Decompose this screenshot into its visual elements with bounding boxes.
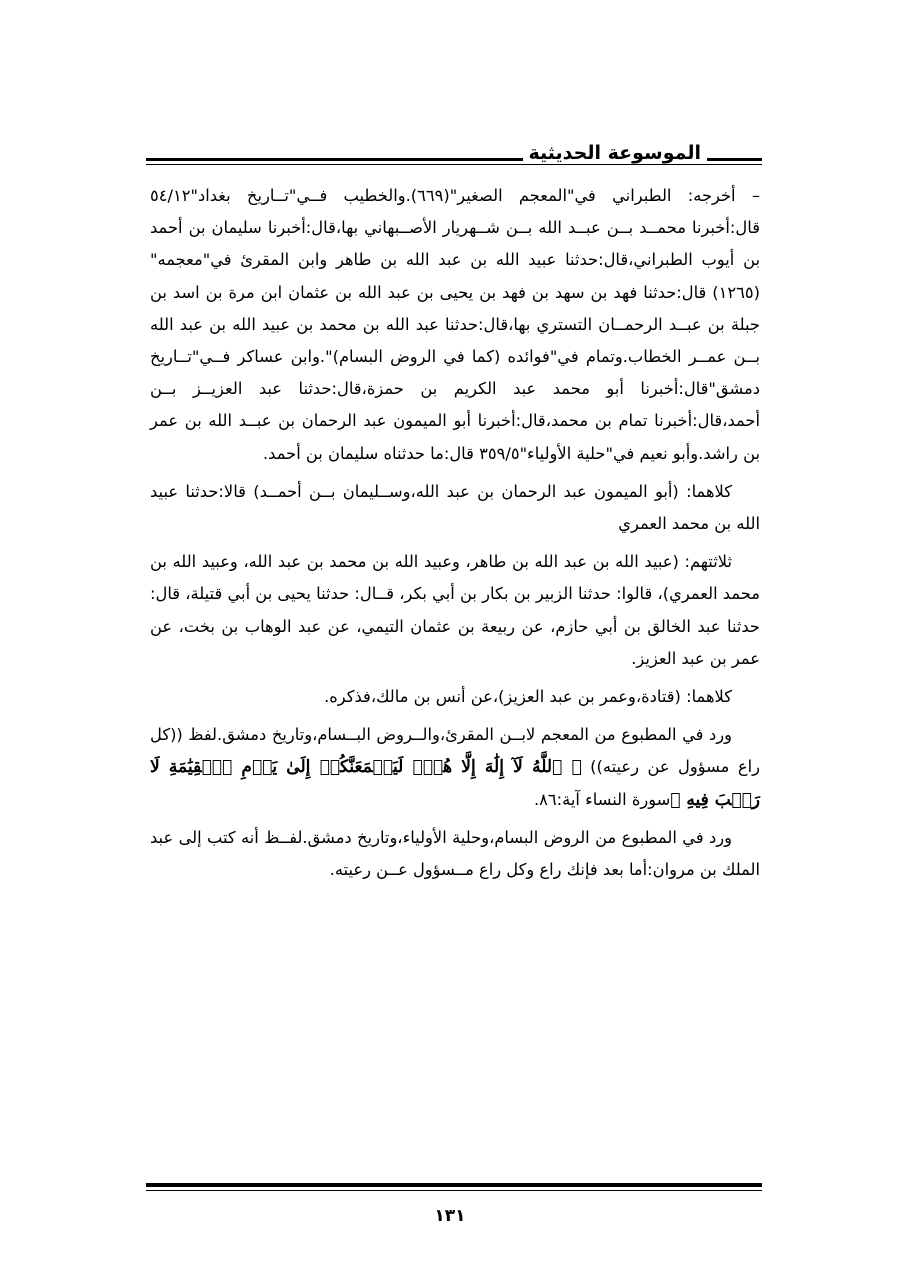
header-title: الموسوعة الحديثية <box>523 142 708 164</box>
paragraph-2: كلاهما: (أبو الميمون عبد الرحمان بن عبد الله،وســليمان بــن أحمــد) قالا:حدثنا عبيد الله بن محمد العمري <box>150 481 760 534</box>
footer-rule-thin <box>146 1190 762 1191</box>
page-number: ١٣١ <box>434 1206 466 1226</box>
paragraph-5 <box>150 719 760 816</box>
footer-rule-thick <box>146 1183 762 1187</box>
paragraph-5-text: ورد في المطبوع من المعجم لابــن المقرئ،والــروض البــسام،وتاريخ دمشق.لفظ ((كل راع مسؤول عن رعيته)) <box>150 725 760 777</box>
paragraph-6: ورد في المطبوع من الروض البسام،وحلية الأولياء،وتاريخ دمشق.لفــظ أنه كتب إلى عبد الملك بن مروان:أما بعد فإنك راع وكل راع مــسؤول عــن رعيته. <box>150 827 760 880</box>
paragraph-4: كلاهما: (قتادة،وعمر بن عبد العزيز)،عن أنس بن مالك،فذكره. <box>324 687 732 707</box>
running-header <box>146 140 762 176</box>
header-rule-thin <box>146 164 762 165</box>
paragraph-3: ثلاثتهم: (عبيد الله بن عبد الله بن طاهر، وعبيد الله بن محمد بن عبد الله، وعبيد الله بن محمد العمري)، قالوا: حدثنا الزبير بن بكار بن أبي بكر، قــال: حدثنا يحيى بن أبي قتيلة، قال: حدثنا عبد الخالق بن أبي حازم، عن ربيعة بن عثمان التيمي، عن عبد الوهاب بن بخت، عن عمر بن عبد العزيز. <box>150 552 760 668</box>
paragraph-1: – أخرجه: الطبراني في"المعجم الصغير"(٦٦٩).والخطيب فــي"تــاريخ بغداد"٥٤/١٢ قال:أخبرنا محمــد بــن عبــد الله بــن شــهريار الأصــبهاني بها،قال:أخبرنا سليمان بن أحمد بن أيوب الطبراني،قال:حدثنا عبيد الله بن عبد الله بن طاهر وابن المقرئ في"معجمه"(١٢٦٥) قال:حدثنا فهد بن سهد بن فهد بن يحيى بن عبد الله بن عثمان ابن مرة بن اسد بن جبلة بن عبــد الرحمــان التستري بها،قال:حدثنا عبد الله بن محمد بن عبيد الله بن عبد الله بــن عمــر الخطاب.وتمام في"فوائده (كما في الروض البسام)".وابن عساكر فــي"تــاريخ دمشق"قال:أخبرنا أبو محمد عبد الكريم بن حمزة،قال:حدثنا عبد العزيــز بــن أحمد،قال:أخبرنا تمام بن محمد،قال:أخبرنا أبو الميمون عبد الرحمان بن عبــد الله بن عمر بن راشد.وأبو نعيم في"حلية الأولياء"٣٥٩/٥ قال:ما حدثناه سليمان بن أحمد. <box>150 186 760 463</box>
quran-verse: ﴿ ٱللَّهُ لَآ إِلَٰهَ إِلَّا هُوَۚ لَيَجۡمَعَنَّكُمۡ إِلَىٰ يَوۡمِ ٱلۡقِيَٰمَةِ لَا رَيۡبَ فِيهِ ﴾ <box>150 757 760 810</box>
surah-reference: سورة النساء آية:٨٦. <box>533 789 671 809</box>
main-text <box>150 180 760 886</box>
